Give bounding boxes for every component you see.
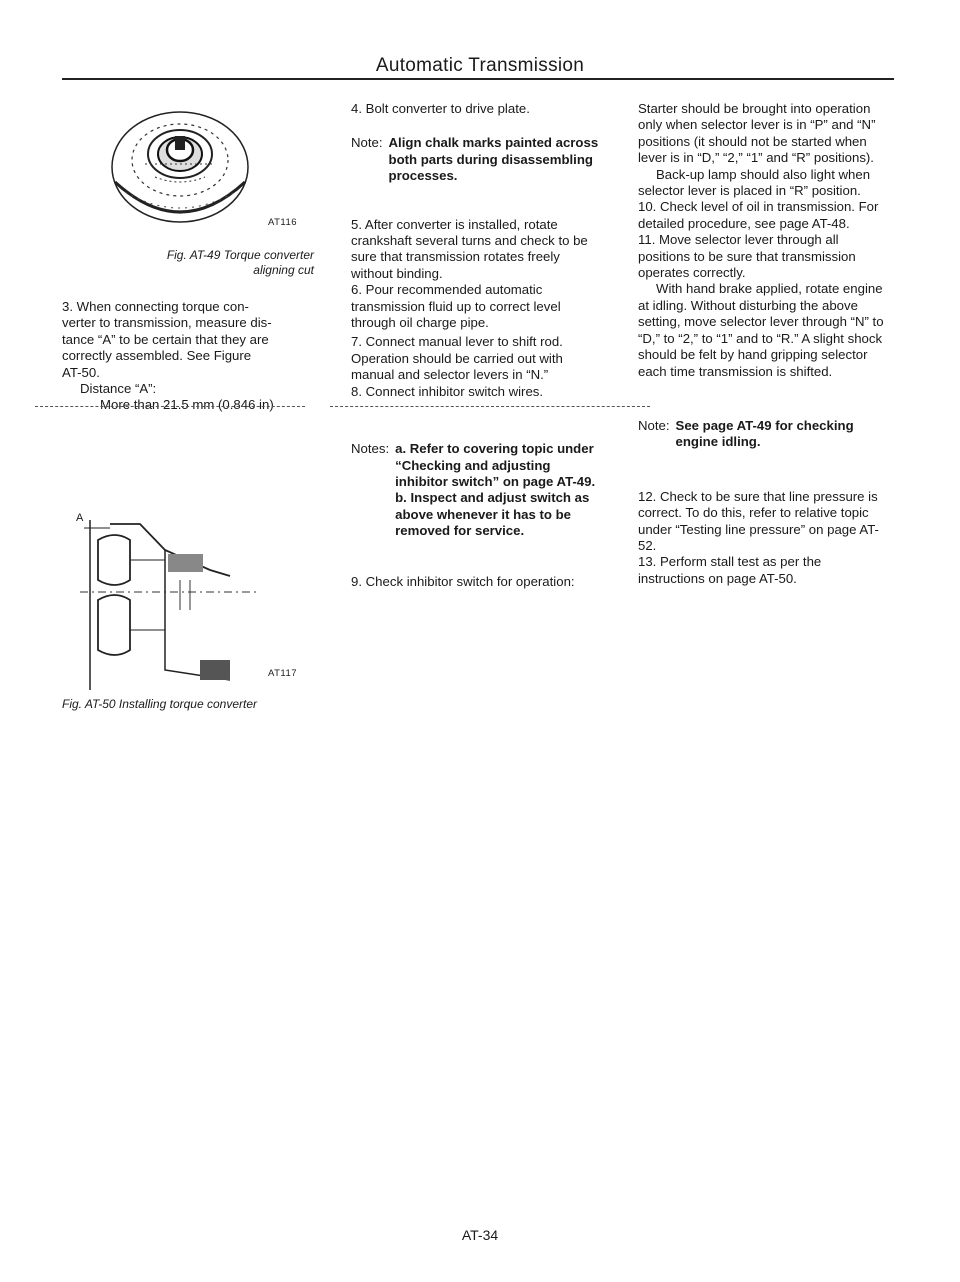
note-a: a. Refer to covering topic under “Checking and adjusting inhibitor switch” on page AT-49. (395, 441, 596, 489)
starter-paragraph: Starter should be brought into operation only when selector lever is in “P” and “N” positions (it should not be started when lever is in “D,” “2,” “1” and “R” positions). (638, 101, 876, 166)
page-header-title: Automatic Transmission (375, 55, 585, 76)
scan-artifact-line (35, 406, 305, 407)
notes-inhibitor (351, 441, 603, 539)
step-11: 11. Move selector lever through all positions to be sure that transmission operates correctly. (638, 232, 856, 281)
backup-lamp-paragraph: Back-up lamp should also light when selector lever is placed in “R” position. (638, 166, 871, 199)
notes-body (395, 441, 603, 539)
step-10: 10. Check level of oil in transmission. For detailed procedure, see page AT-48. (638, 199, 879, 231)
figure-code-at116: AT116 (268, 217, 298, 228)
distance-value: More than 21.5 mm (0.846 in) (100, 397, 274, 413)
step-3 (62, 299, 314, 414)
figure-code-at117: AT117 (268, 668, 298, 679)
note-b: b. Inspect and adjust switch as above whenever it has to be removed for service. (395, 490, 590, 539)
figure-label-a: A (76, 512, 84, 524)
step-12: 12. Check to be sure that line pressure is correct. To do this, refer to relative topic under “Testing line pressure” on page AT-52. (638, 488, 879, 553)
page-number: AT-34 (461, 1227, 499, 1243)
step-7: 7. Connect manual lever to shift rod. Operation should be carried out with manual and selector levers in “N.” (351, 334, 563, 383)
step-3-line: 3. When connecting torque con- (62, 299, 249, 314)
header-rule (62, 78, 894, 80)
figure-caption-at50: Fig. AT-50 Installing torque converter (62, 697, 257, 711)
step-3-line: tance “A” to be certain that they are (62, 331, 269, 347)
note-text: Align chalk marks painted across both parts during disassembling processes. (388, 135, 599, 184)
figure-caption-at49 (62, 248, 314, 278)
step-3-line: verter to transmission, measure dis- (62, 315, 272, 331)
converter-section-figure (70, 510, 270, 695)
step-5: 5. After converter is installed, rotate crankshaft several turns and check to be sure that transmission rotates freely without binding. (351, 216, 588, 281)
step-8: 8. Connect inhibitor switch wires. (351, 383, 544, 399)
middle-column (351, 101, 603, 590)
step-6: 6. Pour recommended automatic transmission fluid up to correct level through oil charge pipe. (351, 282, 561, 331)
caption-line: Fig. AT-49 Torque converter (166, 248, 314, 262)
note-chalk-marks (351, 135, 603, 184)
step-3-line: AT-50. (62, 364, 100, 380)
caption-line: aligning cut (253, 263, 314, 277)
step-9: 9. Check inhibitor switch for operation: (351, 573, 575, 589)
note-label: Note: (351, 135, 383, 151)
note-label: Note: (638, 417, 670, 433)
note-engine-idling (638, 418, 890, 451)
right-column (638, 101, 890, 587)
hand-brake-paragraph: With hand brake applied, rotate engine at idling. Without disturbing the above setting, move selector lever through “N” to “D,” to “2,” to “1” and to “R.” A slight shock should be felt by hand gripping selector each time transmission is shifted. (638, 281, 884, 379)
step-3-line: correctly assembled. See Figure (62, 348, 252, 364)
step-4: 4. Bolt converter to drive plate. (351, 101, 530, 116)
notes-label: Notes: (351, 441, 390, 457)
note-text: See page AT-49 for checking engine idling. (675, 417, 854, 450)
distance-label: Distance “A”: (80, 381, 157, 397)
step-13: 13. Perform stall test as per the instructions on page AT-50. (638, 554, 822, 586)
torque-converter-figure (105, 92, 255, 232)
